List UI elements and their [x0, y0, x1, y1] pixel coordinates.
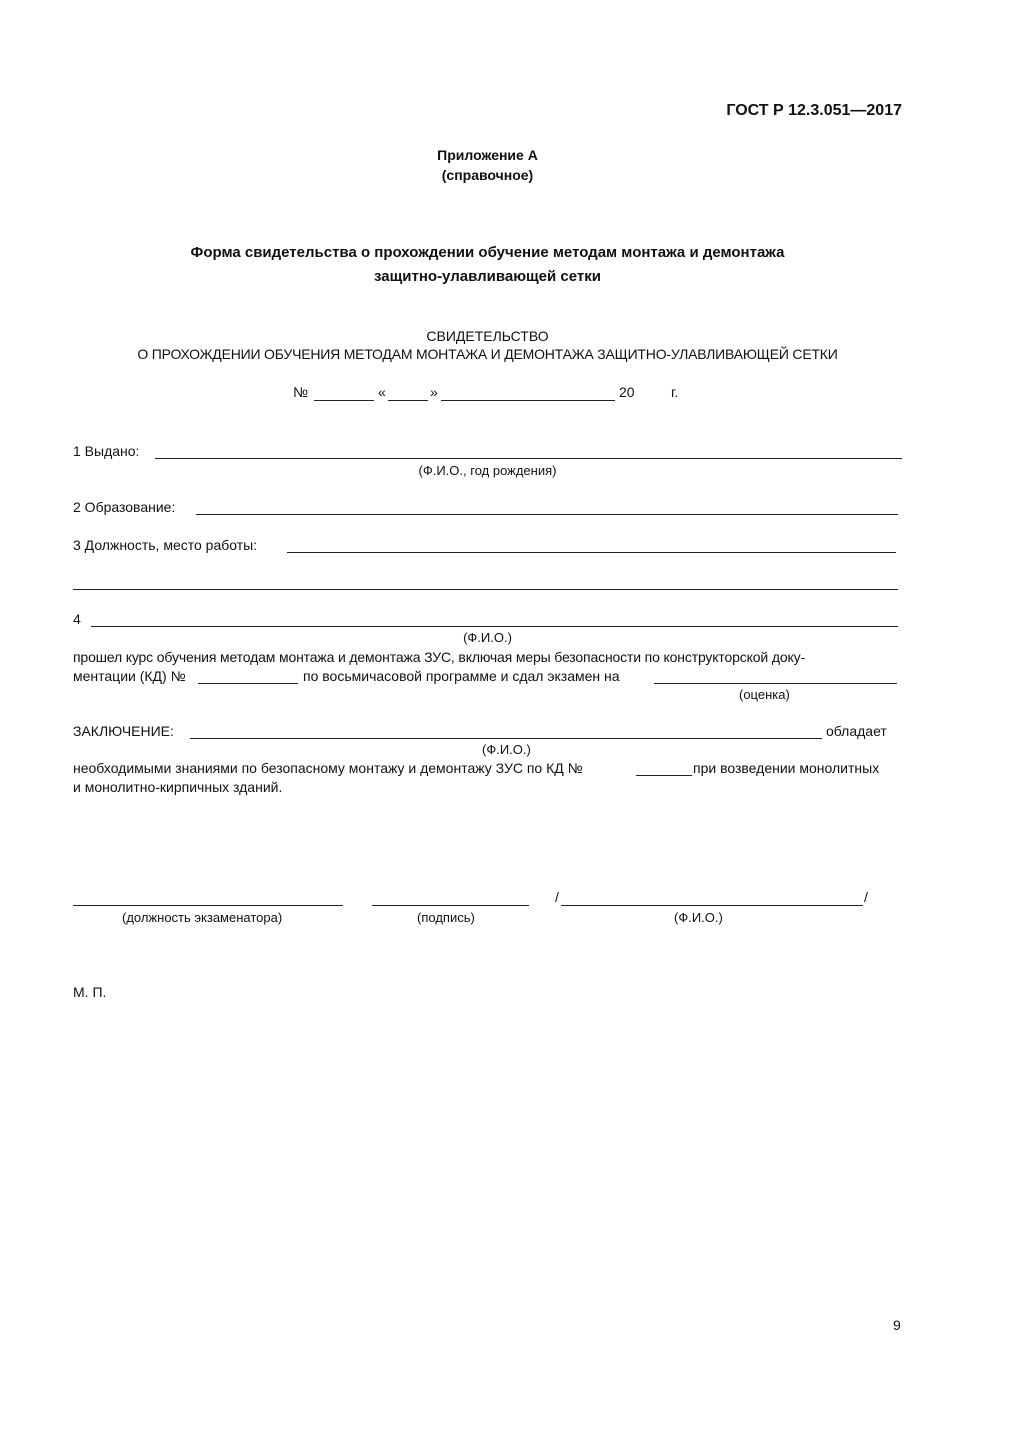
item4-blank[interactable] [91, 626, 898, 627]
passed-line2a: ментации (КД) № [73, 668, 186, 684]
issued-label: 1 Выдано: [73, 443, 140, 459]
appendix-type: (справочное) [441, 167, 534, 183]
form-title-line2: защитно-улавливающей сетки [374, 268, 601, 285]
close-quote: » [430, 384, 438, 400]
certificate-subtitle: О ПРОХОЖДЕНИИ ОБУЧЕНИЯ МЕТОДАМ МОНТАЖА И ДЕМОНТАЖА ЗАЩИТНО-УЛАВЛИВАЮЩЕЙ СЕТКИ [137, 346, 838, 362]
fio-slash-left: / [555, 889, 559, 905]
possesses-label: обладает [826, 723, 887, 739]
number-blank[interactable] [314, 400, 374, 401]
issued-hint: (Ф.И.О., год рождения) [418, 463, 557, 478]
passed-line2b: по восьмичасовой программе и сдал экзамен на [303, 668, 620, 684]
grade-blank[interactable] [654, 683, 897, 684]
standard-number: ГОСТ Р 12.3.051—2017 [726, 102, 902, 119]
passed-line1: прошел курс обучения методам монтажа и демонтажа ЗУС, включая меры безопасности по конструкторской доку- [73, 649, 805, 665]
examiner-position-blank[interactable] [73, 905, 343, 906]
conclusion-label: ЗАКЛЮЧЕНИЕ: [73, 723, 174, 739]
knowledge-line1a: необходимыми знаниями по безопасному монтажу и демонтажу ЗУС по КД № [73, 760, 583, 776]
examiner-fio-hint: (Ф.И.О.) [674, 910, 723, 925]
examiner-fio-blank[interactable] [561, 905, 863, 906]
form-title-line1: Форма свидетельства о прохождении обучение методам монтажа и демонтажа [190, 244, 785, 261]
day-blank[interactable] [388, 400, 428, 401]
signature-hint: (подпись) [417, 910, 475, 925]
item4-label: 4 [73, 611, 81, 627]
knowledge-line2: и монолитно-кирпичных зданий. [73, 779, 283, 795]
conclusion-fio-hint: (Ф.И.О.) [482, 742, 531, 757]
issued-blank[interactable] [155, 458, 902, 459]
stamp-place: М. П. [73, 984, 107, 1000]
examiner-hint: (должность экзаменатора) [122, 910, 283, 925]
conclusion-blank[interactable] [190, 738, 822, 739]
position-blank-2[interactable] [73, 589, 898, 590]
month-blank[interactable] [441, 400, 615, 401]
kd-number-blank[interactable] [198, 683, 298, 684]
appendix-title: Приложение А [437, 147, 538, 163]
year-suffix: г. [671, 384, 679, 400]
knowledge-line1b: при возведении монолитных [693, 760, 880, 776]
open-quote: « [378, 384, 386, 400]
grade-hint: (оценка) [739, 687, 790, 702]
page-number: 9 [893, 1317, 901, 1333]
education-label: 2 Образование: [73, 499, 176, 515]
knowledge-kd-blank[interactable] [636, 775, 692, 776]
item4-fio-hint: (Ф.И.О.) [463, 630, 512, 645]
position-blank[interactable] [287, 552, 896, 553]
number-sign: № [293, 384, 309, 400]
year-prefix: 20 [619, 384, 635, 400]
fio-slash-right: / [864, 889, 868, 905]
certificate-title: СВИДЕТЕЛЬСТВО [426, 328, 549, 344]
position-label: 3 Должность, место работы: [73, 537, 258, 553]
education-blank[interactable] [196, 514, 898, 515]
signature-blank[interactable] [372, 905, 529, 906]
